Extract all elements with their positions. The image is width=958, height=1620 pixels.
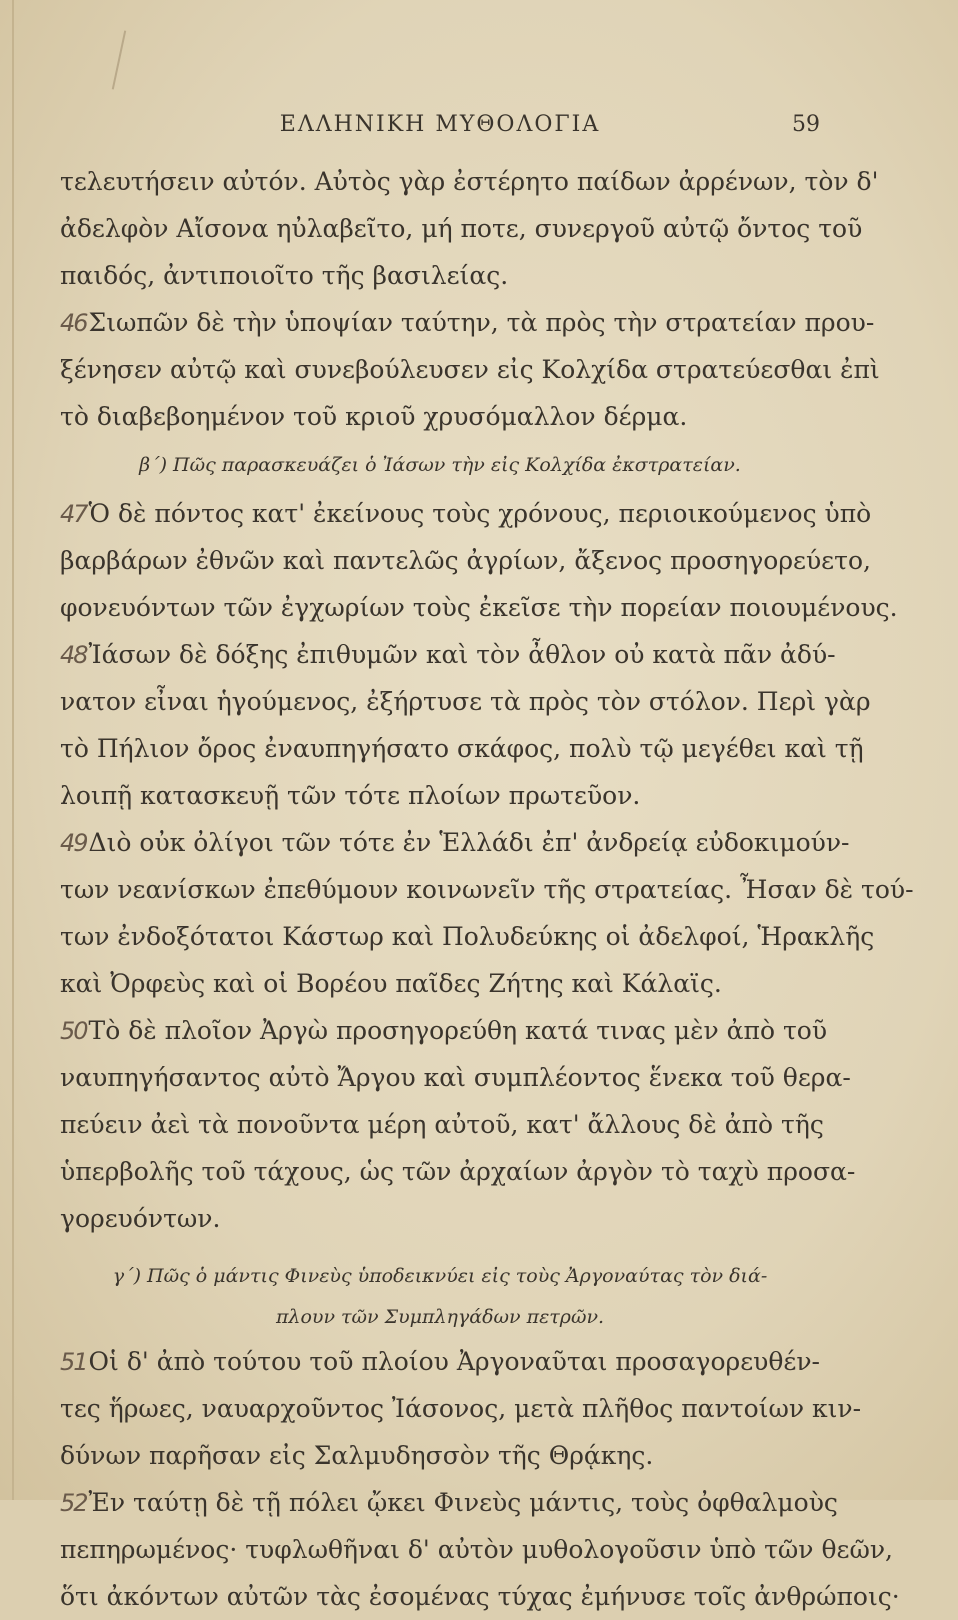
margin-number-51: 51 <box>60 1348 87 1376</box>
text-line: νατον εἶναι ἡγούμενος, ἐξήρτυσε τὰ πρὸς τὸν στόλον. Περὶ γὰρ <box>60 687 871 716</box>
margin-number-52: 52 <box>60 1489 87 1517</box>
text-line: παιδός, ἀντιποιοῖτο τῆς βασιλείας. <box>60 261 509 290</box>
pencil-scratch <box>112 30 126 89</box>
paragraph-51-first: 51Οἱ δ' ἀπὸ τούτου τοῦ πλοίου Ἀργοναῦται προσαγορευθέν- <box>60 1347 820 1376</box>
text-line: των ἐνδοξότατοι Κάστωρ καὶ Πολυδεύκης οἱ ἀδελφοί, Ἡρακλῆς <box>60 922 875 951</box>
text-line: πεύειν ἀεὶ τὰ πονοῦντα μέρη αὐτοῦ, κατ' ἄλλους δὲ ἀπὸ τῆς <box>60 1110 824 1139</box>
text-line: λοιπῇ κατασκευῇ τῶν τότε πλοίων πρωτεῦον. <box>60 781 641 810</box>
text-line: ναυπηγήσαντος αὐτὸ Ἄργου καὶ συμπλέοντος ἕνεκα τοῦ θερα- <box>60 1063 851 1092</box>
text-line: ξένησεν αὐτῷ καὶ συνεβούλευσεν εἰς Κολχίδα στρατεύεσθαι ἐπὶ <box>60 355 880 384</box>
page-number: 59 <box>792 112 820 137</box>
text-line: ὑπερβολῆς τοῦ τάχους, ὡς τῶν ἀρχαίων ἀργὸν τὸ ταχὺ προσα- <box>60 1157 856 1186</box>
text-line: τὸ διαβεβοημένον τοῦ κριοῦ χρυσόμαλλον δέρμα. <box>60 402 688 431</box>
text-line: φονευόντων τῶν ἐγχωρίων τοὺς ἐκεῖσε τὴν πορείαν ποιουμένους. <box>60 593 898 622</box>
text-line: τὸ Πήλιον ὄρος ἐναυπηγήσατο σκάφος, πολὺ τῷ μεγέθει καὶ τῇ <box>60 734 864 763</box>
text-line: ὅτι ἀκόντων αὐτῶν τὰς ἐσομένας τύχας ἐμήνυσε τοῖς ἀνθρώποις· <box>60 1582 900 1611</box>
text-line: των νεανίσκων ἐπεθύμουν κοινωνεῖν τῆς στρατείας. Ἦσαν δὲ τού- <box>60 875 914 904</box>
margin-number-50: 50 <box>60 1017 87 1045</box>
text-line: γορευόντων. <box>60 1204 221 1233</box>
paragraph-46-first: 46Σιωπῶν δὲ τὴν ὑποψίαν ταύτην, τὰ πρὸς τὴν στρατείαν πρου- <box>60 308 875 337</box>
margin-number-49: 49 <box>60 829 87 857</box>
margin-number-47: 47 <box>60 500 87 528</box>
text-line: καὶ Ὀρφεὺς καὶ οἱ Βορέου παῖδες Ζήτης καὶ Κάλαϊς. <box>60 969 722 998</box>
page-edge <box>12 0 14 1500</box>
body-text <box>60 158 914 1620</box>
paragraph-48-first: 48Ἰάσων δὲ δόξης ἐπιθυμῶν καὶ τὸν ἆθλον οὐ κατὰ πᾶν ἀδύ- <box>60 640 836 669</box>
margin-number-48: 48 <box>60 641 87 669</box>
text-line: τελευτήσειν αὐτόν. Αὐτὸς γὰρ ἐστέρητο παίδων ἀρρένων, τὸν δ' <box>60 167 879 196</box>
paragraph-49-first: 49Διὸ οὐκ ὀλίγοι τῶν τότε ἐν Ἑλλάδι ἐπ' ἀνδρείᾳ εὐδοκιμούν- <box>60 828 850 857</box>
text-line: πεπηρωμένος· τυφλωθῆναι δ' αὐτὸν μυθολογοῦσιν ὑπὸ τῶν θεῶν, <box>60 1535 893 1564</box>
paragraph-50-first: 50Τὸ δὲ πλοῖον Ἀργὼ προσηγορεύθη κατά τινας μὲν ἀπὸ τοῦ <box>60 1016 828 1045</box>
text-line: τες ἥρωες, ναυαρχοῦντος Ἰάσονος, μετὰ πλῆθος παντοίων κιν- <box>60 1394 862 1423</box>
paragraph-47-first: 47Ὁ δὲ πόντος κατ' ἐκείνους τοὺς χρόνους, περιοικούμενος ὑπὸ <box>60 499 872 528</box>
running-head: ΕΛΛΗΝΙΚΗ ΜΥΘΟΛΟΓΙΑ <box>279 112 601 137</box>
section-heading-g-line1: γ΄) Πῶς ὁ μάντις Φινεὺς ὑποδεικνύει εἰς τοὺς Ἀργοναύτας τὸν διά- <box>112 1265 768 1287</box>
text-line: δύνων παρῆσαν εἰς Σαλμυδησσὸν τῆς Θρᾴκης. <box>60 1441 654 1470</box>
text-line: βαρβάρων ἐθνῶν καὶ παντελῶς ἀγρίων, ἄξενος προσηγορεύετο, <box>60 546 871 575</box>
section-heading-b: β΄) Πῶς παρασκευάζει ὁ Ἰάσων τὴν εἰς Κολχίδα ἐκστρατείαν. <box>139 454 741 476</box>
section-heading-g-line2: πλουν τῶν Συμπληγάδων πετρῶν. <box>275 1306 605 1328</box>
paragraph-52-first: 52Ἐν ταύτῃ δὲ τῇ πόλει ᾤκει Φινεὺς μάντις, τοὺς ὀφθαλμοὺς <box>60 1488 838 1517</box>
text-line: ἀδελφὸν Αἴσονα ηὐλαβεῖτο, μή ποτε, συνεργοῦ αὐτῷ ὄντος τοῦ <box>60 214 863 243</box>
margin-number-46: 46 <box>60 309 87 337</box>
